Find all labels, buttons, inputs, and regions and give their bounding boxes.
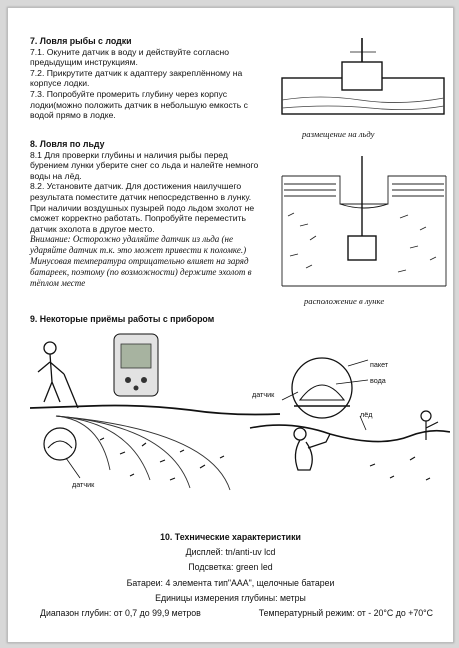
item-number: 7.3. xyxy=(30,88,45,99)
item-number: 8.1 xyxy=(30,149,42,160)
usage-illustration xyxy=(30,330,450,504)
hole-placement-illustration xyxy=(280,156,448,296)
spec-depth-range: Диапазон глубин: от 0,7 до 99,9 метров xyxy=(40,607,201,618)
ice-placement-illustration xyxy=(280,38,448,124)
section7-item-2 xyxy=(30,68,268,89)
section8-item-1 xyxy=(30,150,268,182)
spec-temperature: Температурный режим: от - 20°С до +70°С xyxy=(258,607,433,618)
spec-backlight: Подсветка: green led xyxy=(188,562,273,573)
section10-heading: 10. Технические характеристики xyxy=(160,532,301,542)
item-text: Установите датчик. Для достижения наилучшего результата поместите датчик непосредственно в лунку. При наличии воздушных пузырей подо льдом эхолот не сможет корректно работать. Попробуйте переместить датчик эхолота в другое место. xyxy=(30,181,255,234)
label-ice: лёд xyxy=(360,410,373,419)
manual-page xyxy=(7,7,454,643)
section7-item-3 xyxy=(30,89,268,121)
item-text: Для проверки глубины и наличия рыбы перед бурением лунки уберите снег со льда и налейте немного воды на лёд. xyxy=(30,149,259,181)
spec-range-row xyxy=(8,608,453,619)
item-text: Окуните датчик в воду и действуйте согласно предыдущим инструкциям. xyxy=(30,46,230,68)
section7-heading: 7. Ловля рыбы с лодки xyxy=(30,36,132,46)
label-package: пакет xyxy=(370,360,389,369)
label-sensor-right: датчик xyxy=(252,390,275,399)
label-sensor-left: датчик xyxy=(72,480,95,489)
item-text: Прикрутите датчик к адаптеру закреплённому на корпусе лодки. xyxy=(30,67,243,89)
temperature-note: Минусовая температура отрицательно влияет на заряд батареек, поэтому (по возможности) держите эхолот в тёплом месте xyxy=(30,255,252,288)
technical-specs xyxy=(8,532,453,619)
warning-text: Внимание: Осторожно удаляйте датчик из льда (не ударяйте датчик т.к. это может привести к поломке.) xyxy=(30,234,247,256)
item-number: 7.2. xyxy=(30,67,45,78)
label-water: вода xyxy=(370,376,386,385)
section7-text xyxy=(30,36,268,121)
item-text: Попробуйте промерить глубину через корпус лодки(можно положить датчик в небольшую емкость с водой прямо в лодке. xyxy=(30,88,248,121)
section8-item-2 xyxy=(30,181,268,234)
spec-batteries: Батареи: 4 элемента тип"ААА", щелочные батареи xyxy=(126,577,335,588)
section8-text xyxy=(30,139,268,288)
item-number: 8.2. xyxy=(30,181,45,192)
item-number: 7.1. xyxy=(30,46,45,57)
hole-placement-caption: расположение в лунке xyxy=(304,296,385,306)
section7-item-1 xyxy=(30,47,268,68)
section8-heading: 8. Ловля по льду xyxy=(30,139,105,149)
spec-display: Дисплей: tn/anti-uv lcd xyxy=(185,547,276,558)
spec-units: Единицы измерения глубины: метры xyxy=(155,592,306,603)
ice-placement-caption: размещение на льду xyxy=(302,129,375,139)
section9-heading: 9. Некоторые приёмы работы с прибором xyxy=(30,314,215,324)
